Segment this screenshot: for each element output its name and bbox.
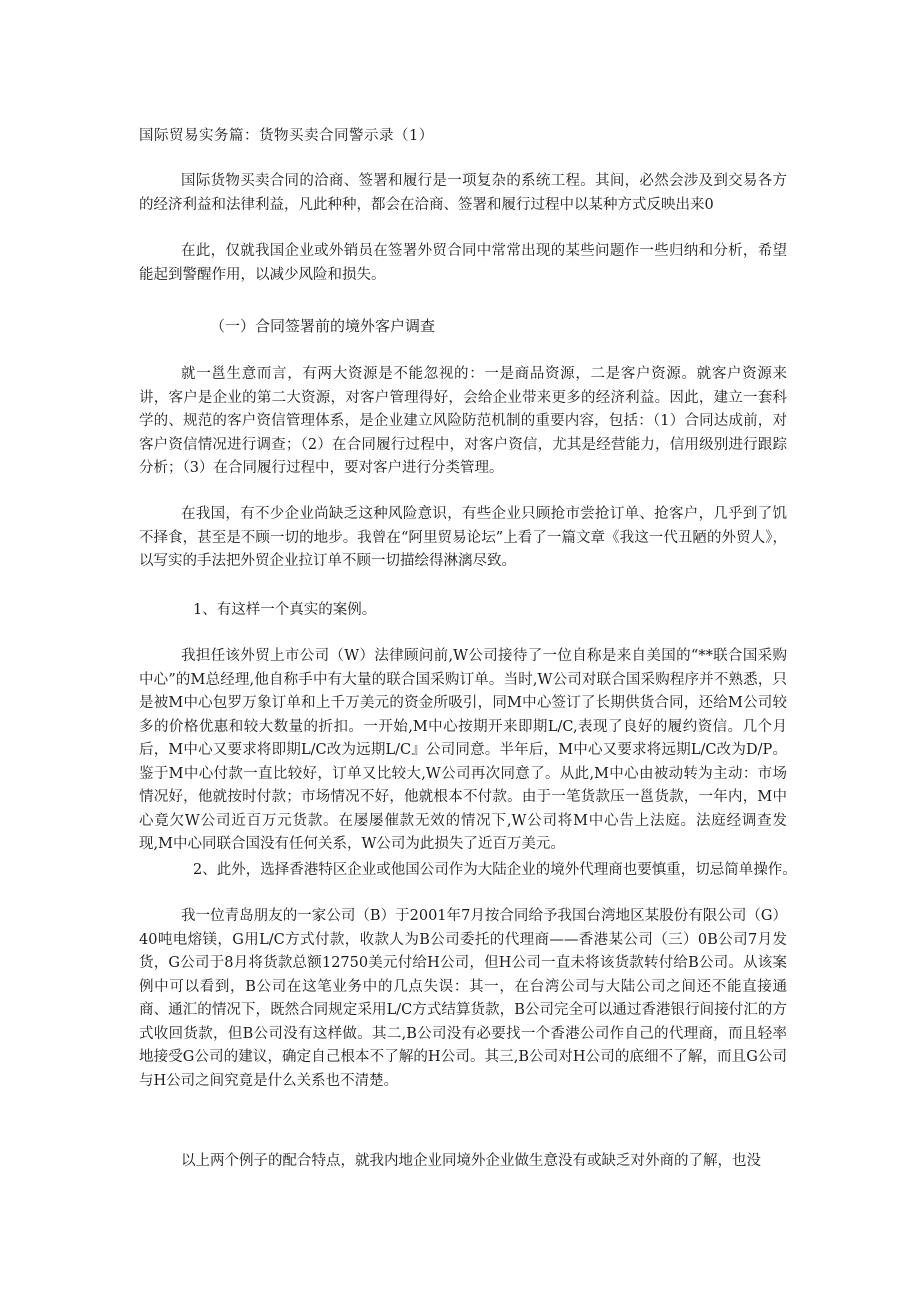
- paragraph-conclusion: 以上两个例子的配合特点，就我内地企业同境外企业做生意没有或缺乏对外商的了解，也没: [181, 1153, 762, 1169]
- paragraph-intro: 国际货物买卖合同的洽商、签署和履行是一项复杂的系统工程。其间，必然会涉及到交易各方的经济利益和法律利益，凡此种种，都会在洽商、签署和履行过程中以某种方式反映出来0: [139, 173, 787, 213]
- paragraph-case1: 我担任该外贸上市公司（W）法律顾问前,W公司接待了一位自称是来自美国的“**联合国采购中心”的M总经理,他自称手中有大量的联合国采购订单。当时,W公司对联合国采购程序并不熟悉，只是被M中心包罗万象订单和上千万美元的资金所吸引，同M中心签订了长期供货合同，还给M公司较多的价格优惠和较大数量的折扣。一开始,M中心按期开来即期L/C,表现了良好的履约资信。几个月后，M中心又要求将即期L/C改为远期L/C』公司同意。半年后，M中心又要求将远期L/C改为D/P。鉴于M中心付款一直比较好，订单又比较大,W公司再次同意了。从此,M中心由被动转为主动：市场情况好，他就按时付款；市场情况不好，他就根本不付款。由于一笔货款压一邕货款，一年内，M中心竟欠W公司近百万元货款。在屡屡催款无效的情况下,W公司将M中心告上法庭。法庭经调查发现,M中心同联合国没有任何关系，W公司为此损失了近百万美元。: [139, 648, 787, 852]
- case1-heading: 1、有这样一个真实的案例。: [193, 602, 377, 618]
- paragraph-risk-awareness: 在我国，有不少企业尚缺乏这种风险意识，有些企业只顾抢市尝抢订单、抢客户，几乎到了饥不择食，甚至是不顾一切的地步。我曾在“阿里贸易论坛”上看了一篇文章《我这一代丑陋的外贸人》，以写实的手法把外贸企业拉订单不顾一切描绘得淋漓尽致。: [139, 506, 787, 569]
- paragraph-customer-resources: 就一邕生意而言，有两大资源是不能忽视的：一是商品资源，二是客户资源。就客户资源来讲，客户是企业的第二大资源，对客户管理得好，会给企业带来更多的经济利益。因此，建立一套科学的、规范的客户资信管理体系，是企业建立风险防范机制的重要内容，包括：（1）合同达成前，对客户资信情况进行调查；（2）在合同履行过程中，对客户资信，尤其是经营能力，信用级别进行跟踪分析；（3）在合同履行过程中，要对客户进行分类管理。: [139, 366, 787, 476]
- paragraph-case2: 我一位青岛朋友的一家公司（B）于2001年7月按合同给予我国台湾地区某股份有限公司（G）40吨电熔镁，G用L/C方式付款，收款人为B公司委托的代理商——香港某公司（三）0B公司7月发货，G公司于8月将货款总额12750美元付给H公司，但H公司一直未将该货款转付给B公司。从该案例中可以看到，B公司在这笔业务中的几点失误：其一，在台湾公司与大陆公司之间还不能直接通商、通汇的情况下，既然合同规定采用L/C方式结算货款，B公司完全可以通过香港银行间接付汇的方式收回货款，但B公司没有这样做。其二,B公司没有必要找一个香港公司作自己的代理商，而且轻率地接受G公司的建议，确定自己根本不了解的H公司。其三,B公司对H公司的底细不了解，而且G公司与H公司之间究竟是什么关系也不清楚。: [139, 908, 787, 1089]
- section-heading: （一）合同签署前的境外客户调查: [210, 317, 436, 335]
- document-title: 国际贸易实务篇：货物买卖合同警示录（1）: [139, 128, 434, 144]
- paragraph-purpose: 在此，仅就我国企业或外销员在签署外贸合同中常常出现的某些问题作一些归纳和分析，希望能起到警醒作用，以减少风险和损失。: [139, 243, 787, 283]
- case2-heading: 2、此外，选择香港特区企业或他国公司作为大陆企业的境外代理商也要慎重，切忌简单操作。: [193, 862, 797, 878]
